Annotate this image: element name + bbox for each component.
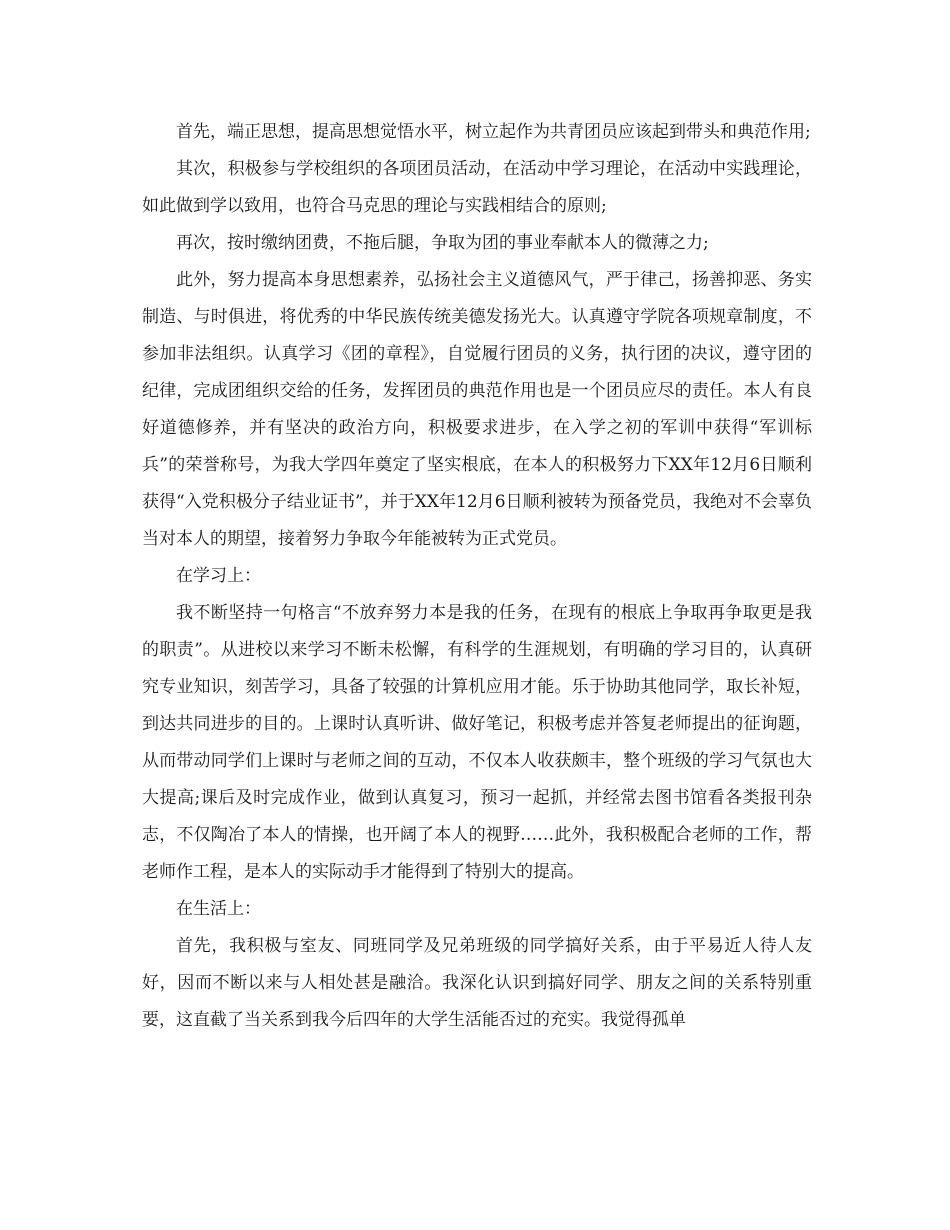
paragraph-2: 其次，积极参与学校组织的各项团员活动，在活动中学习理论，在活动中实践理论，如此做到学以致用，也符合马克思的理论与实践相结合的原则; (142, 159, 812, 216)
paragraph-4: 此外，努力提高本身思想素养，弘扬社会主义道德风气，严于律己，扬善抑恶、务实制造、与时俱进，将优秀的中华民族传统美德发扬光大。认真遵守学院各项规章制度，不参加非法组织。认真学习《团的章程》，自觉履行团员的义务，执行团的决议，遵守团的纪律，完成团组织交给的任务，发挥团员的典范作用也是一个团员应尽的责任。本人有良好道德修养，并有坚决的政治方向，积极要求进步，在入学之初的军训中获得“军训标兵”的荣誉称号，为我大学四年奠定了坚实根底，在本人的积极努力下XX年12月6日顺利获得“入党积极分子结业证书”，并于XX年12月6日顺利被转为预备党员，我绝对不会辜负当对本人的期望，接着努力争取今年能被转为正式党员。 (142, 270, 812, 549)
section-heading-life: 在生活上： (176, 899, 261, 919)
document-body (142, 114, 812, 1039)
paragraph-6: 我不断坚持一句格言“不放弃努力本是我的任务，在现有的根底上争取再争取更是我的职责”。从进校以来学习不断未松懈，有科学的生涯规划，有明确的学习目的，认真研究专业知识，刻苦学习，具备了较强的计算机应用才能。乐于协助其他同学，取长补短，到达共同进步的目的。上课时认真听讲、做好笔记，积极考虑并答复老师提出的征询题，从而带动同学们上课时与老师之间的互动，不仅本人收获颇丰，整个班级的学习气氛也大大提高;课后及时完成作业，做到认真复习，预习一起抓，并经常去图书馆看各类报刊杂志，不仅陶冶了本人的情操，也开阔了本人的视野……此外，我积极配合老师的工作，帮老师作工程，是本人的实际动手才能得到了特别大的提高。 (142, 603, 812, 882)
paragraph-1: 首先，端正思想，提高思想觉悟水平，树立起作为共青团员应该起到带头和典范作用; (176, 122, 811, 142)
paragraph-8: 首先，我积极与室友、同班同学及兄弟班级的同学搞好关系，由于平易近人待人友好，因而不断以来与人相处甚是融洽。我深化认识到搞好同学、朋友之间的关系特别重要，这直截了当关系到我今后四年的大学生活能否过的充实。我觉得孤单 (142, 936, 812, 1030)
paragraph-3: 再次，按时缴纳团费，不拖后腿，争取为团的事业奉献本人的微薄之力; (176, 233, 709, 253)
section-heading-study: 在学习上： (176, 566, 261, 586)
